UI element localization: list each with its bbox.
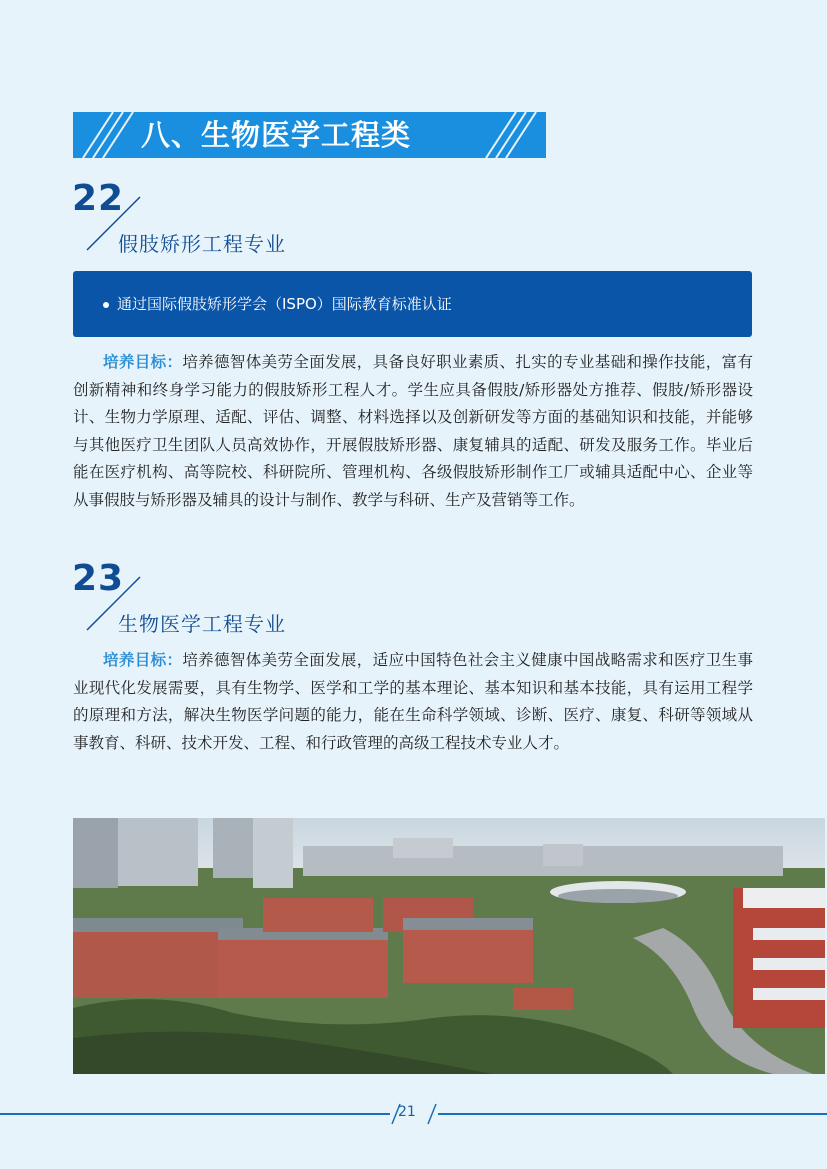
certification-box (73, 271, 752, 337)
major-title: 假肢矫形工程专业 (118, 232, 286, 256)
campus-photo (73, 818, 825, 1074)
campus-aerial-image (73, 818, 825, 1074)
section-title: 八、生物医学工程类 (141, 118, 412, 152)
training-goal-paragraph (73, 349, 753, 514)
goal-text: 培养德智体美劳全面发展，适应中国特色社会主义健康中国战略需求和医疗卫生事业现代化发展需要，具有生物学、医学和工学的基本理论、基本知识和基本技能，具有运用工程学的原理和方法，解决生物医学问题的能力，能在生命科学领域、诊断、医疗、康复、科研等领域从事教育、科研、技术开发、工程、和行政管理的高级工程技术专业人才。 (73, 651, 753, 752)
major-number: 23 (72, 558, 125, 599)
bullet-icon (103, 302, 109, 308)
banner-stripes-right (476, 112, 546, 158)
major-number: 22 (72, 178, 125, 219)
certification-text: 通过国际假肢矫形学会（ISPO）国际教育标准认证 (103, 293, 452, 314)
goal-label: 培养目标： (103, 353, 183, 371)
goal-text: 培养德智体美劳全面发展，具备良好职业素质、扎实的专业基础和操作技能，富有创新精神和终身学习能力的假肢矫形工程人才。学生应具备假肢/矫形器处方推荐、假肢/矫形器设计、生物力学原理、适配、评估、调整、材料选择以及创新研发等方面的基础知识和技能，并能够与其他医疗卫生团队人员高效协作，开展假肢矫形器、康复辅具的适配、研发及服务工作。毕业后能在医疗机构、高等院校、科研院所、管理机构、各级假肢矫形制作工厂或辅具适配中心、企业等从事假肢与矫形器及辅具的设计与制作、教学与科研、生产及营销等工作。 (73, 353, 753, 509)
banner-stripes-left (73, 112, 143, 158)
major-title: 生物医学工程专业 (118, 612, 286, 636)
section-banner (73, 112, 546, 158)
goal-label: 培养目标： (103, 651, 183, 669)
training-goal-paragraph (73, 647, 753, 757)
page-number: 21 (398, 1104, 416, 1120)
